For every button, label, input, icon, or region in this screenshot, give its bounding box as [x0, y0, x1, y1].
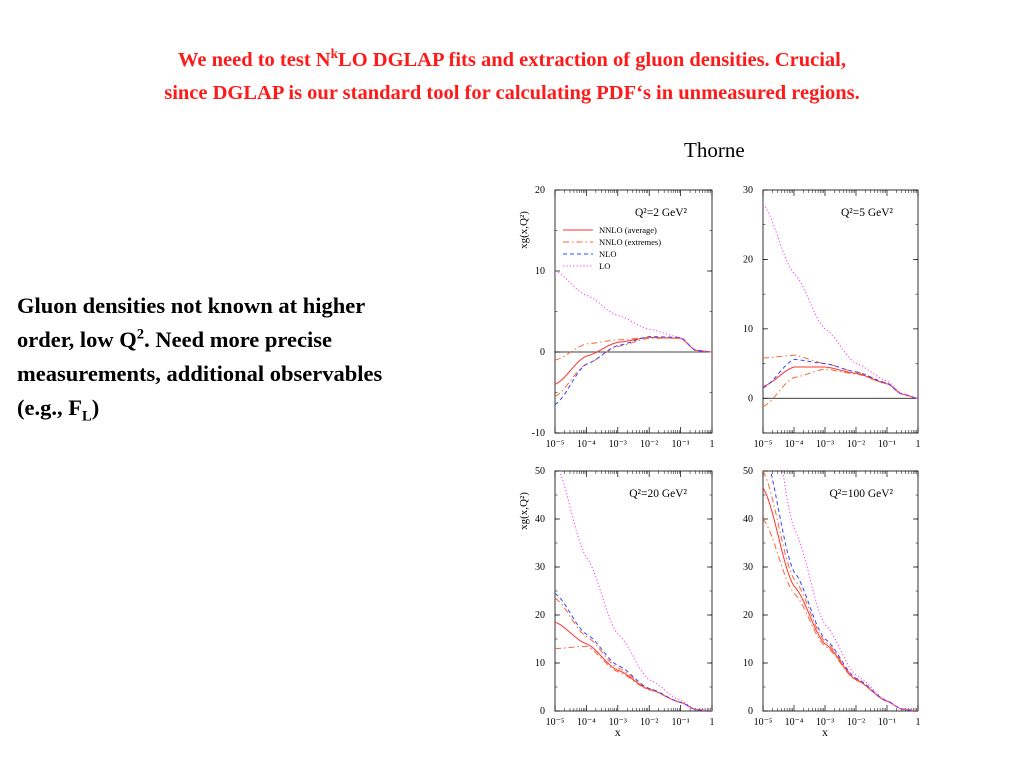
series-line-solid [555, 622, 712, 711]
series-group [763, 351, 918, 711]
x-tick-label: 10⁻² [640, 717, 659, 728]
series-line-dashdot [763, 369, 918, 406]
body-line-3: measurements, additional observables [17, 361, 383, 386]
y-tick-label: 0 [540, 706, 545, 717]
x-tick-label: 1 [915, 439, 921, 450]
x-tick-label: 1 [709, 717, 715, 728]
x-tick-label: 10⁻⁴ [577, 717, 596, 728]
x-tick-label: 10⁻⁵ [545, 439, 565, 450]
series-line-dotted [763, 351, 918, 711]
legend-label: NLO [599, 249, 617, 259]
panel-title: Q²=100 GeV² [829, 488, 893, 500]
y-tick-label: 10 [535, 658, 545, 669]
y-tick-label: 20 [535, 185, 545, 196]
y-axis-label: xg(x,Q²) [518, 211, 530, 249]
y-tick-label: 20 [743, 610, 753, 621]
gluon-density-plots [500, 180, 940, 742]
y-tick-label: 40 [535, 514, 545, 525]
series-line-dashed [763, 359, 918, 398]
series-line-solid [763, 488, 918, 711]
series-line-dashdot [555, 337, 712, 360]
x-tick-label: 10⁻¹ [671, 439, 690, 450]
x-tick-label: 10⁻¹ [877, 717, 897, 728]
y-tick-label: 0 [540, 347, 545, 358]
x-tick-label: 10⁻⁴ [784, 439, 804, 450]
y-tick-label: 30 [535, 562, 545, 573]
series-group [763, 204, 918, 407]
y-tick-label: 50 [743, 466, 753, 477]
body-line-2: order, low $Q^2$. Need more precise [17, 326, 332, 352]
y-tick-label: 0 [748, 706, 753, 717]
x-tick-label: 10⁻⁵ [545, 717, 565, 728]
plot-frame [763, 471, 918, 711]
series-line-dashdot [763, 355, 918, 398]
x-tick-label: 1 [915, 717, 921, 728]
y-tick-label: 10 [743, 658, 753, 669]
y-tick-label: 50 [535, 466, 545, 477]
x-tick-label: 10⁻² [640, 439, 659, 450]
series-line-dashdot [555, 598, 712, 711]
plot-frame [555, 471, 712, 711]
x-tick-label: 1 [709, 439, 715, 450]
legend-label: NNLO (extremes) [599, 237, 662, 247]
x-tick-label: 10⁻³ [608, 439, 627, 450]
chart-panel-1 [518, 185, 715, 450]
author-credit: Thorne [684, 138, 745, 162]
plot-frame [763, 190, 918, 433]
chart-panel-3 [518, 461, 715, 739]
x-tick-label: 10⁻² [846, 439, 866, 450]
x-tick-label: 10⁻⁴ [784, 717, 804, 728]
x-axis-label: x [614, 725, 621, 739]
series-line-dashed [763, 447, 918, 711]
y-axis-label: xg(x,Q²) [518, 492, 530, 530]
y-tick-label: 20 [535, 610, 545, 621]
x-tick-label: 10⁻³ [815, 717, 835, 728]
body-line-1: Gluon densities not known at higher [17, 293, 366, 318]
panel-title: Q²=2 GeV² [634, 207, 687, 219]
y-tick-label: 10 [743, 323, 753, 335]
legend-label: NNLO (average) [599, 225, 657, 235]
x-axis-label: x [822, 725, 828, 739]
headline-line-1: We need to test $N^kLO$ DGLAP fits and extraction of gluon densities. Crucial, [178, 46, 846, 71]
slide-headline [30, 44, 994, 110]
series-line-dashdot [763, 519, 918, 711]
body-line-4: (e.g., $F_L$) [17, 395, 100, 425]
y-tick-label: 10 [535, 266, 545, 277]
x-tick-label: 10⁻¹ [877, 439, 897, 450]
body-text [17, 289, 497, 425]
y-tick-label: 20 [743, 254, 753, 266]
x-tick-label: 10⁻² [846, 717, 866, 728]
series-line-dashdot [763, 471, 918, 711]
x-tick-label: 10⁻⁴ [577, 439, 596, 450]
chart-panel-4 [743, 351, 921, 739]
x-tick-label: 10⁻³ [608, 717, 627, 728]
y-tick-label: 30 [743, 185, 753, 196]
legend-label: LO [599, 261, 611, 271]
panel-title: Q²=5 GeV² [840, 207, 893, 219]
x-tick-label: 10⁻³ [815, 439, 835, 450]
series-group [555, 271, 712, 405]
y-tick-label: 0 [748, 393, 753, 405]
x-tick-label: 10⁻¹ [671, 717, 690, 728]
x-tick-label: 10⁻⁵ [753, 717, 773, 728]
series-line-dotted [763, 204, 918, 398]
y-tick-label: 40 [743, 514, 753, 525]
headline-line-2: since DGLAP is our standard tool for calculating PDF‘s in unmeasured regions. [164, 82, 860, 104]
series-line-dashed [555, 593, 712, 711]
y-tick-label: 30 [743, 562, 753, 573]
panel-title: Q²=20 GeV² [629, 488, 687, 500]
chart-panel-2 [743, 185, 921, 450]
x-tick-label: 10⁻⁵ [753, 439, 773, 450]
y-tick-label: -10 [531, 428, 545, 439]
legend [563, 225, 661, 271]
